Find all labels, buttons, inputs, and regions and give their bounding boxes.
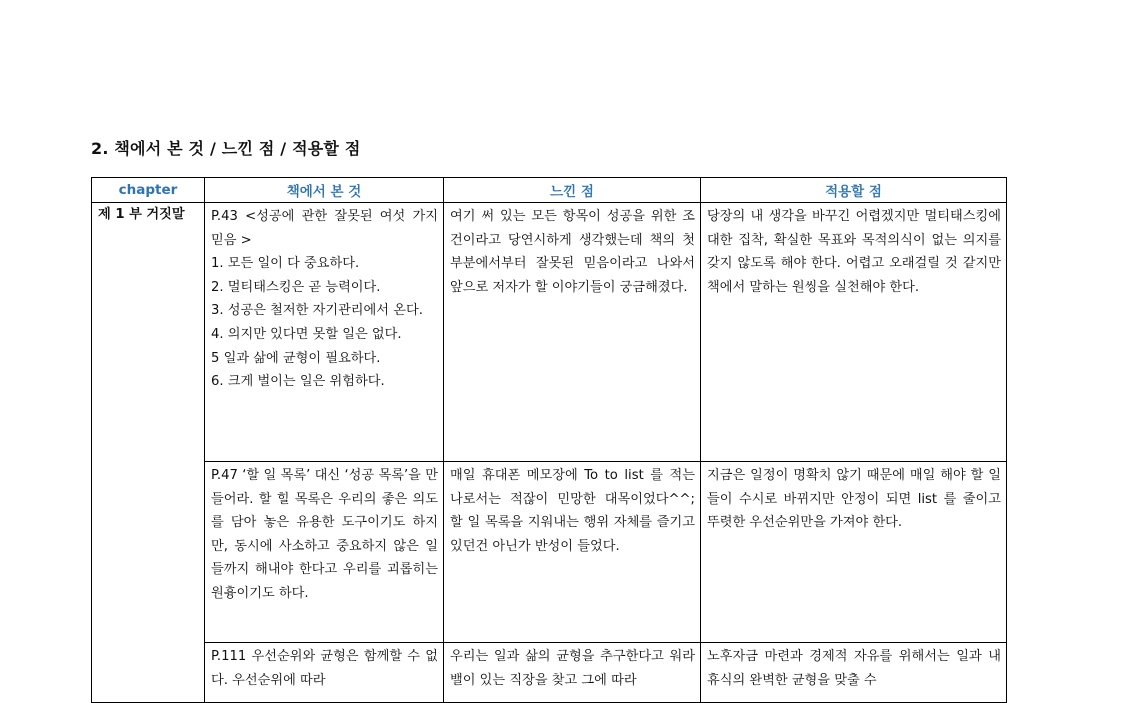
apply-cell xyxy=(701,203,1007,462)
chapter-cell xyxy=(92,203,205,703)
reading-notes-table xyxy=(91,177,1007,703)
apply-cell xyxy=(701,643,1007,703)
seen-line: P.43 <성공에 관한 잘못된 여섯 가지 믿음 > xyxy=(211,209,438,248)
chapter-label: 제 1 부 거짓말 xyxy=(98,207,185,222)
apply-text: 지금은 일정이 명확치 않기 때문에 매일 해야 할 일들이 수시로 바뀌지만 안정이 되면 list 를 줄이고 뚜렷한 우선순위만을 가져야 한다. xyxy=(707,468,1001,531)
header-chapter: chapter xyxy=(92,178,205,203)
felt-cell xyxy=(444,462,701,643)
header-apply: 적용할 점 xyxy=(701,178,1007,203)
seen-line: 2. 멀티태스킹은 곧 능력이다. xyxy=(211,279,381,295)
seen-line: 3. 성공은 철저한 자기관리에서 온다. xyxy=(211,303,423,319)
seen-cell xyxy=(205,462,444,643)
apply-text: 당장의 내 생각을 바꾸긴 어렵겠지만 멀티태스킹에 대한 집착, 확실한 목표와 목적의식이 없는 의지를 갖지 않도록 해야 한다. 어렵고 오래걸릴 것 같지만 책에서 말하는 원씽을 실천해야 한다. xyxy=(707,209,1001,295)
felt-text: 우리는 일과 삶의 균형을 추구한다고 워라밸이 있는 직장을 찾고 그에 따라 xyxy=(450,649,695,688)
table-row xyxy=(92,203,1007,462)
felt-text: 매일 휴대폰 메모장에 To to list 를 적는 나로서는 적잖이 민망한 대목이었다^^; 할 일 목록을 지워내는 행위 자체를 즐기고 있던건 아닌가 반성이 들었다. xyxy=(450,468,695,554)
header-felt: 느낀 점 xyxy=(444,178,701,203)
apply-text: 노후자금 마련과 경제적 자유를 위해서는 일과 내 휴식의 완벽한 균형을 맞출 수 xyxy=(707,649,1001,688)
seen-text: P.47 ‘할 일 목록’ 대신 ‘성공 목록’을 만들어라. 할 힐 목록은 우리의 좋은 의도를 담아 놓은 유용한 도구이기도 하지만, 동시에 사소하고 중요하지 않은 일들까지 해내야 한다고 우리를 괴롭히는 원흉이기도 하다. xyxy=(211,468,438,601)
seen-line: 6. 크게 벌이는 일은 위험하다. xyxy=(211,374,385,390)
table-row xyxy=(92,462,1007,643)
seen-line: 4. 의지만 있다면 못할 일은 없다. xyxy=(211,326,402,342)
apply-cell xyxy=(701,462,1007,643)
section-heading: 2. 책에서 본 것 / 느낀 점 / 적용할 점 xyxy=(91,139,361,158)
felt-text: 여기 써 있는 모든 항목이 성공을 위한 조건이라고 당연시하게 생각했는데 책의 첫 부분에서부터 잘못된 믿음이라고 나와서 앞으로 저자가 할 이야기들이 궁금해졌다. xyxy=(450,209,695,295)
seen-text: P.111 우선순위와 균형은 함께할 수 없다. 우선순위에 따라 xyxy=(211,649,438,688)
seen-cell xyxy=(205,203,444,462)
seen-line: 1. 모든 일이 다 중요하다. xyxy=(211,256,360,272)
felt-cell xyxy=(444,203,701,462)
header-seen: 책에서 본 것 xyxy=(205,178,444,203)
table-header-row xyxy=(92,178,1007,203)
table-row xyxy=(92,643,1007,703)
seen-line: 5 일과 삶에 균형이 필요하다. xyxy=(211,350,381,366)
seen-cell xyxy=(205,643,444,703)
felt-cell xyxy=(444,643,701,703)
